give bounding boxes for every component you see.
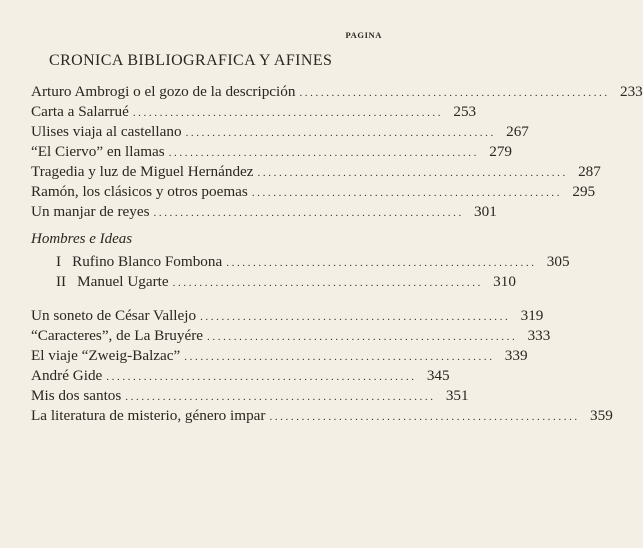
toc-entry[interactable] (31, 272, 516, 292)
toc-entry-title: Rufino Blanco Fombona (72, 253, 223, 270)
dot-leader: .......................................................... (200, 311, 511, 323)
toc-entry[interactable] (31, 122, 529, 142)
dot-leader: .......................................................... (185, 127, 496, 139)
dot-leader: .......................................................... (207, 331, 518, 343)
toc-entry[interactable] (31, 202, 497, 222)
toc-entry-roman-numeral: I (56, 253, 62, 270)
toc-entry[interactable] (31, 366, 450, 386)
subheading-hombres-e-ideas: Hombres e Ideas (31, 231, 133, 247)
toc-entry-title: Ramón, los clásicos y otros poemas (31, 183, 248, 200)
dot-leader: .......................................................... (269, 411, 580, 423)
toc-entry-page: 319 (520, 307, 544, 324)
toc-entry-page: 253 (453, 103, 477, 120)
toc-entry-page: 310 (493, 273, 516, 290)
dot-leader: .......................................................... (226, 257, 537, 269)
dot-leader: .......................................................... (251, 187, 563, 199)
toc-entry[interactable] (31, 102, 477, 122)
dot-leader: .......................................................... (132, 107, 444, 119)
toc-list-hombres-e-ideas (31, 252, 570, 292)
toc-list-cronica (31, 82, 643, 222)
toc-entry[interactable] (31, 406, 613, 426)
dot-leader: .......................................................... (168, 147, 479, 159)
toc-entry-page: 305 (546, 253, 570, 270)
toc-entry-title: El viaje “Zweig-Balzac” (31, 347, 181, 364)
toc-entry[interactable] (31, 142, 512, 162)
toc-list-essays (31, 306, 613, 426)
toc-entry-page: 345 (426, 367, 450, 384)
page-column-header: PAGINA (345, 30, 382, 40)
toc-entry-title: “Caracteres”, de La Bruyére (31, 327, 204, 344)
toc-entry[interactable] (31, 306, 544, 326)
toc-entry-page: 333 (527, 327, 551, 344)
toc-entry-page: 279 (489, 143, 512, 160)
toc-entry-title: “El Ciervo” en llamas (31, 143, 165, 160)
toc-entry-title: Un manjar de reyes (31, 203, 150, 220)
toc-entry-page: 351 (445, 387, 469, 404)
dot-leader: .......................................................... (125, 391, 436, 403)
toc-entry[interactable] (31, 346, 528, 366)
dot-leader: .......................................................... (299, 87, 610, 99)
dot-leader: .......................................................... (184, 351, 495, 363)
toc-entry-title: Ulises viaja al castellano (31, 123, 182, 140)
dot-leader: .......................................................... (153, 207, 464, 219)
toc-entry[interactable] (31, 326, 551, 346)
toc-entry-page: 267 (506, 123, 529, 140)
toc-entry[interactable] (31, 182, 596, 202)
toc-entry-title: Mis dos santos (31, 387, 122, 404)
toc-entry-roman-numeral: II (56, 273, 67, 290)
toc-entry-title: André Gide (31, 367, 103, 384)
dot-leader: .......................................................... (106, 371, 417, 383)
toc-entry-title: Un soneto de César Vallejo (31, 307, 197, 324)
toc-entry-title: La literatura de misterio, género impar (31, 407, 266, 424)
toc-entry-page: 359 (590, 407, 613, 424)
toc-entry[interactable] (31, 252, 570, 272)
toc-entry-page: 301 (474, 203, 497, 220)
toc-entry-page: 287 (578, 163, 601, 180)
toc-entry-page: 233 (619, 83, 643, 100)
dot-leader: .......................................................... (257, 167, 568, 179)
toc-entry-title: Arturo Ambrogi o el gozo de la descripción (31, 83, 296, 100)
toc-entry[interactable] (31, 386, 469, 406)
toc-entry-title: Carta a Salarrué (31, 103, 129, 120)
toc-entry-page: 339 (504, 347, 528, 364)
toc-entry-page: 295 (572, 183, 596, 200)
section-title: CRONICA BIBLIOGRAFICA Y AFINES (49, 52, 333, 69)
toc-entry[interactable] (31, 82, 643, 102)
toc-entry-title: Manuel Ugarte (77, 273, 169, 290)
toc-entry-title: Tragedia y luz de Miguel Hernández (31, 163, 254, 180)
dot-leader: .......................................................... (172, 277, 483, 289)
toc-entry[interactable] (31, 162, 601, 182)
